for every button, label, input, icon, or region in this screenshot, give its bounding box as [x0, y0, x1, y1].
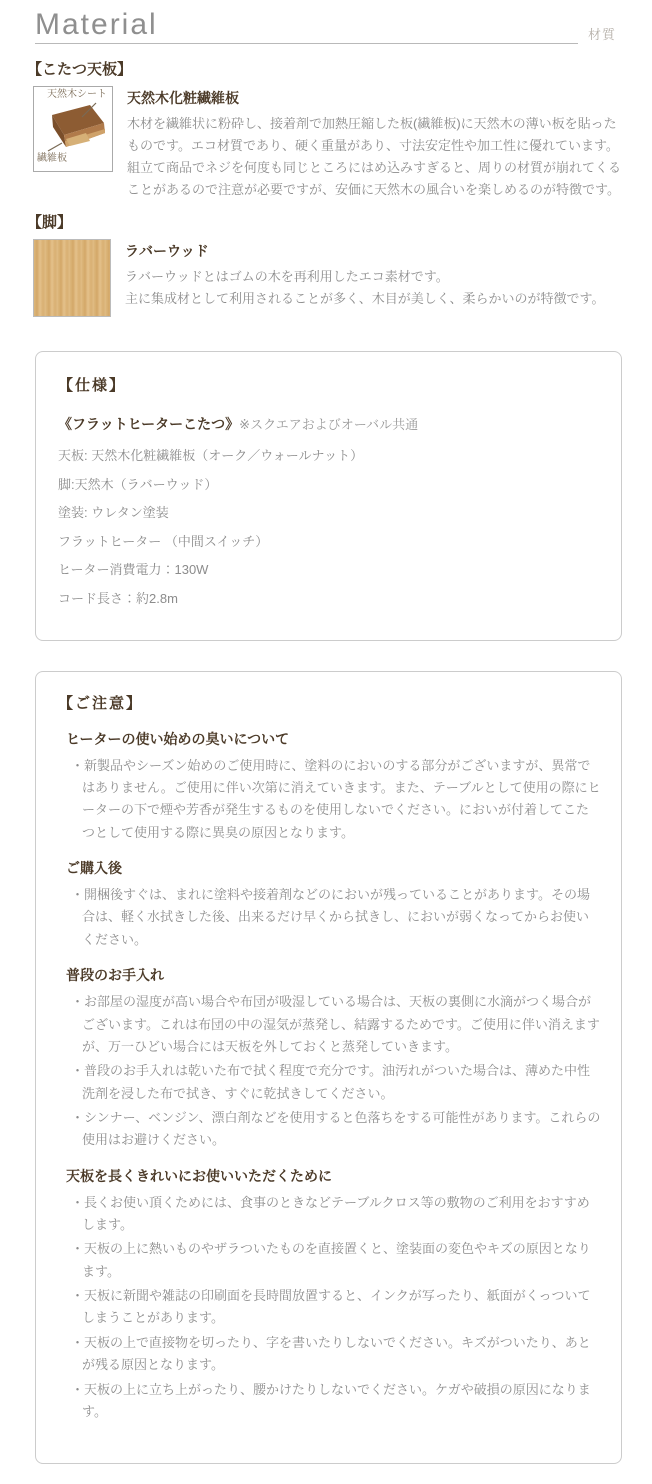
- caution-item: ・天板の上で直接物を切ったり、字を書いたりしないでください。キズがついたり、あとが残る原因となります。: [71, 1334, 591, 1373]
- caution-title-after-purchase: ご購入後: [66, 860, 122, 877]
- caution-box: [35, 671, 622, 1465]
- spec-line-legs: 脚:天然木（ラバーウッド）: [58, 476, 218, 492]
- tabletop-material-title: 天然木化粧繊維板: [127, 90, 239, 106]
- spec-line-heater: フラットヒーター （中間スイッチ）: [58, 533, 269, 549]
- spec-line-cord: コード長さ：約2.8m: [58, 591, 178, 607]
- page-subtitle-ja: 材質: [587, 27, 616, 42]
- caution-item: ・普段のお手入れは乾いた布で拭く程度で充分です。油汚れがついた場合は、薄めた中性洗剤を浸した布で拭き、すぐに乾拭きしてください。: [71, 1063, 590, 1101]
- caution-section-after-purchase: [58, 858, 601, 951]
- page-header: [35, 8, 620, 44]
- tabletop-diagram-frame: [33, 86, 113, 172]
- caution-section-daily-care: [58, 965, 601, 1152]
- caution-heading: 【ご注意】: [58, 694, 144, 712]
- caution-title-heater-smell: ヒーターの使い始めの臭いについて: [66, 730, 290, 747]
- caution-item: ・新製品やシーズン始めのご使用時に、塗料のにおいのする部分がございますが、異常ではありません。ご使用に伴い次第に消えていきます。また、テーブルとして使用の際にヒーターの下で煙や芳香が発生するものを使用しないでください。においが付着してこたつとして使用する際に異臭の原因となります。: [71, 757, 601, 840]
- header-underline: [35, 8, 578, 44]
- caution-section-heater-smell: [58, 729, 601, 844]
- legs-material-title: ラバーウッド: [125, 243, 209, 260]
- section-heading-tabletop: 【こたつ天板】: [27, 61, 133, 78]
- caution-item: ・天板の上に熱いものやザラついたものを直接置くと、塗装面の変色やキズの原因となります。: [71, 1241, 591, 1279]
- legs-description-line1: ラバーウッドとはゴムの木を再利用したエコ素材です。: [125, 269, 449, 285]
- caution-title-daily-care: 普段のお手入れ: [66, 967, 164, 984]
- caution-item: ・長くお使い頂くためには、食事のときなどテーブルクロス等の敷物のご利用をおすすめします。: [71, 1194, 590, 1233]
- spec-product-name: 《フラットヒーターこたつ》: [58, 416, 240, 433]
- caution-item: ・開梱後すぐは、まれに塗料や接着剤などのにおいが残っていることがあります。その場合は、軽く水拭きした後、出来るだけ早くから拭きし、においが弱くなってからお使いください。: [71, 887, 590, 947]
- material-block-legs: [33, 239, 622, 317]
- legs-text: [111, 239, 622, 310]
- section-heading-legs: 【脚】: [27, 214, 73, 232]
- spec-line-tabletop: 天板: 天然木化粧繊維板（オーク／ウォールナット）: [58, 448, 364, 464]
- caution-section-keep-clean: [58, 1166, 601, 1424]
- spec-product-line: [58, 411, 597, 438]
- spec-line-power: ヒーター消費電力：130W: [58, 562, 209, 578]
- spec-line-coating: 塗装: ウレタン塗装: [58, 505, 169, 521]
- legs-material-description: [125, 266, 622, 310]
- wood-board-diagram-icon: [38, 101, 108, 153]
- page-title: Material: [35, 8, 158, 41]
- diagram-label-fiberboard: 繊維板: [37, 153, 67, 164]
- diagram-label-veneer: 天然木シート: [47, 89, 107, 100]
- tabletop-text: [113, 86, 622, 201]
- spec-box: [35, 351, 622, 640]
- tabletop-material-description: 木材を繊維状に粉砕し、接着剤で加熱圧縮した板(繊維板)に天然木の薄い板を貼ったものです。エコ材質であり、硬く重量があり、寸法安定性や加工性に優れています。組立て商品でネジを何度も同じところにはめ込みすぎると、周りの材質が崩れてくることがあるので注意が必要ですが、安価に天然木の風合いを楽しめるのが特徴です。: [127, 116, 622, 198]
- caution-title-keep-clean: 天板を長くきれいにお使いいただくために: [66, 1167, 332, 1184]
- rubberwood-texture-image: [33, 239, 111, 317]
- caution-item: ・お部屋の湿度が高い場合や布団が吸湿している場合は、天板の裏側に水滴がつく場合がございます。これは布団の中の湿気が蒸発し、結露するためです。ご使用に伴い消えますが、万一ひどい場合には天板を外しておくと蒸発していきます。: [71, 994, 600, 1054]
- caution-item: ・天板の上に立ち上がったり、腰かけたりしないでください。ケガや破損の原因になります。: [71, 1381, 591, 1419]
- legs-description-line2: 主に集成材として利用されることが多く、木目が美しく、柔らかいのが特徴です。: [125, 291, 605, 307]
- spec-product-note: ※スクエアおよびオーバル共通: [239, 417, 419, 433]
- caution-item: ・シンナー、ベンジン、漂白剤などを使用すると色落ちをする可能性があります。これらの使用はお避けください。: [71, 1109, 601, 1148]
- material-block-tabletop: [33, 86, 622, 201]
- caution-item: ・天板に新聞や雑誌の印刷面を長時間放置すると、インクが写ったり、紙面がくっついてしまうことがあります。: [71, 1288, 591, 1326]
- spec-heading: 【仕様】: [58, 377, 127, 395]
